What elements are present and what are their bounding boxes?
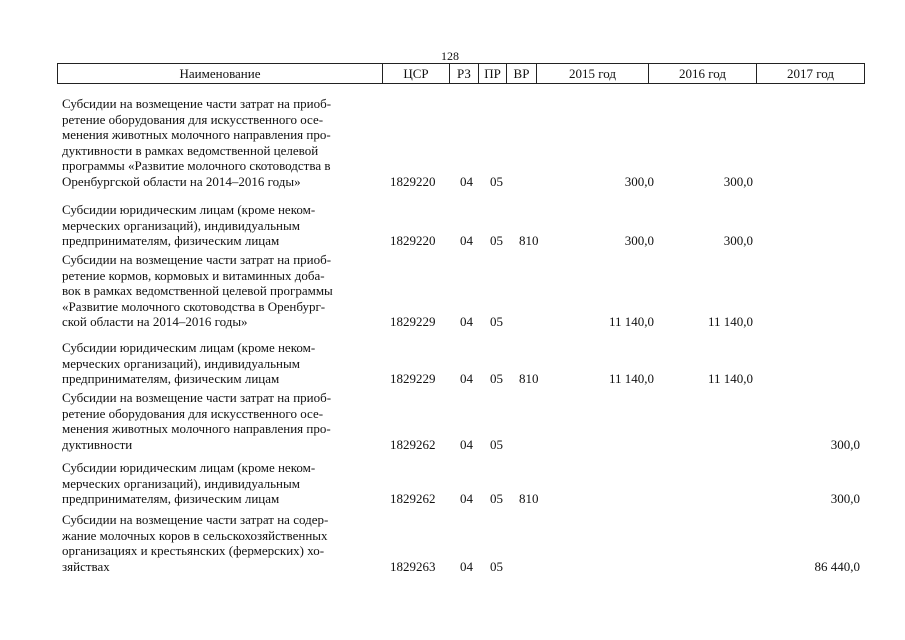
row-name-line: предпринимателям, физическим лицам <box>62 233 280 249</box>
cell-csr: 1829262 <box>390 491 436 507</box>
cell-rz: 04 <box>460 436 473 452</box>
cell-pr: 05 <box>490 233 503 249</box>
row-name-line: предпринимателям, физическим лицам <box>62 371 280 387</box>
row-name-line: зяйствах <box>62 558 110 574</box>
cell-y2016: 11 140,0 <box>707 371 753 387</box>
row-name-line: ретение оборудования для искусственного осе- <box>62 405 324 421</box>
header-rz: РЗ <box>450 64 479 83</box>
row-name <box>62 390 380 452</box>
cell-rz: 04 <box>460 174 473 189</box>
row-name-line: Субсидии на возмещение части затрат на приоб- <box>62 96 332 111</box>
row-name-line: организациях и крестьянских (фермерских) хо- <box>62 543 325 559</box>
row-name-line: «Развитие молочного скотоводства в Оренбург- <box>62 298 326 314</box>
cell-rz: 04 <box>460 558 473 574</box>
cell-rz: 04 <box>460 371 473 387</box>
cell-pr: 05 <box>490 174 503 189</box>
cell-vr: 810 <box>519 371 539 387</box>
row-name-line: менения животных молочного направления про- <box>62 127 331 143</box>
row-name <box>62 202 380 249</box>
row-name <box>62 96 380 190</box>
row-name <box>62 252 380 330</box>
table-header <box>57 63 865 84</box>
cell-y2016: 300,0 <box>723 174 753 189</box>
row-name-line: дуктивности в рамках ведомственной целевой <box>62 142 319 158</box>
cell-csr: 1829262 <box>390 436 436 452</box>
row-name-line: программы «Развитие молочного скотоводства в <box>62 158 331 174</box>
row-name <box>62 340 380 387</box>
row-name-line: ретение оборудования для искусственного осе- <box>62 111 324 127</box>
page-number: 128 <box>441 49 459 63</box>
cell-vr: 810 <box>519 233 539 249</box>
cell-vr: 810 <box>519 491 539 507</box>
cell-y2015: 300,0 <box>624 233 654 249</box>
row-name-line: Субсидии на возмещение части затрат на приоб- <box>62 252 332 267</box>
cell-y2017: 86 440,0 <box>814 558 860 574</box>
row-name-line: ретение кормов, кормовых и витаминных доба- <box>62 267 325 283</box>
header-name: Наименование <box>57 64 383 83</box>
cell-pr: 05 <box>490 314 503 330</box>
header-2016: 2016 год <box>649 64 757 83</box>
row-name-line: Субсидии на возмещение части затрат на содер- <box>62 512 329 527</box>
row-name-line: Оренбургской области на 2014–2016 годы» <box>62 173 301 189</box>
cell-rz: 04 <box>460 314 473 330</box>
row-name-line: предпринимателям, физическим лицам <box>62 491 280 507</box>
header-2015: 2015 год <box>537 64 649 83</box>
header-pr: ПР <box>479 64 507 83</box>
cell-csr: 1829220 <box>390 174 436 189</box>
cell-y2015: 11 140,0 <box>608 314 654 330</box>
row-name-line: мерческих организаций), индивидуальным <box>62 475 300 491</box>
cell-rz: 04 <box>460 233 473 249</box>
cell-y2015: 300,0 <box>624 174 654 189</box>
row-name-line: дуктивности <box>62 436 133 452</box>
cell-pr: 05 <box>490 371 503 387</box>
header-vr: ВР <box>507 64 537 83</box>
cell-rz: 04 <box>460 491 473 507</box>
cell-y2016: 11 140,0 <box>707 314 753 330</box>
row-name-line: Субсидии юридическим лицам (кроме неком- <box>62 340 316 355</box>
header-csr: ЦСР <box>383 64 450 83</box>
header-2017: 2017 год <box>757 64 865 83</box>
row-name <box>62 460 380 507</box>
row-name-line: вок в рамках ведомственной целевой программы <box>62 283 333 299</box>
row-name-line: мерческих организаций), индивидуальным <box>62 355 300 371</box>
row-name-line: жание молочных коров в сельскохозяйственных <box>62 527 328 543</box>
row-name-line: Субсидии на возмещение части затрат на приоб- <box>62 390 332 405</box>
cell-csr: 1829220 <box>390 233 436 249</box>
cell-pr: 05 <box>490 436 503 452</box>
cell-csr: 1829263 <box>390 558 436 574</box>
cell-y2017: 300,0 <box>830 436 860 452</box>
cell-pr: 05 <box>490 491 503 507</box>
row-name-line: ской области на 2014–2016 годы» <box>62 314 248 330</box>
row-name <box>62 512 380 574</box>
cell-csr: 1829229 <box>390 314 436 330</box>
cell-csr: 1829229 <box>390 371 436 387</box>
cell-pr: 05 <box>490 558 503 574</box>
row-name-line: Субсидии юридическим лицам (кроме неком- <box>62 202 316 217</box>
row-name-line: менения животных молочного направления про- <box>62 421 331 437</box>
cell-y2015: 11 140,0 <box>608 371 654 387</box>
row-name-line: Субсидии юридическим лицам (кроме неком- <box>62 460 316 475</box>
cell-y2017: 300,0 <box>830 491 860 507</box>
row-name-line: мерческих организаций), индивидуальным <box>62 217 300 233</box>
cell-y2016: 300,0 <box>723 233 753 249</box>
